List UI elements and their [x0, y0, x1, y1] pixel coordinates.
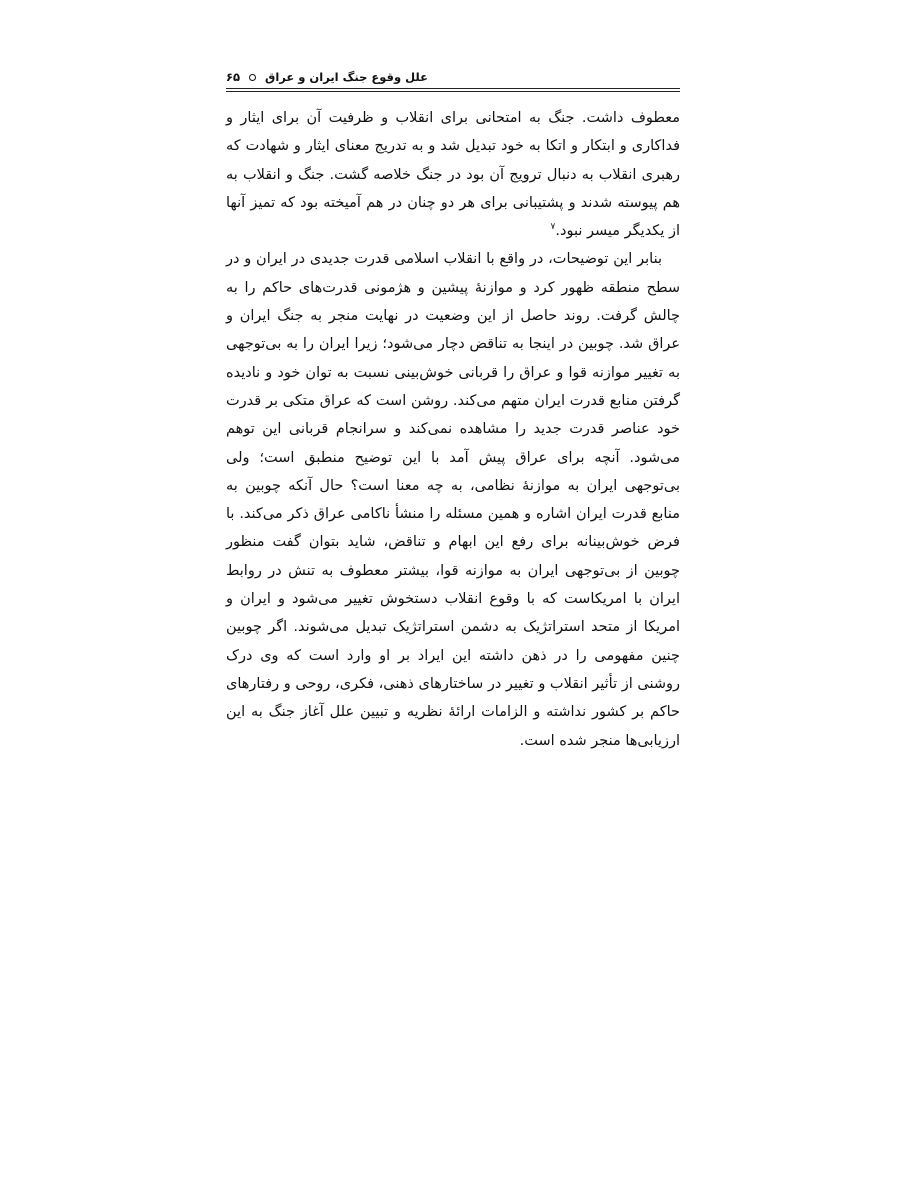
- paragraph: بنابر این توضیحات، در واقع با انقلاب اسلامی قدرت جدیدی در ایران و در سطح منطقه ظهور کرد و موازنهٔ پیشین و هژمونی قدرت‌های حاکم را به چالش گرفت. روند حاصل از این وضعیت در نهایت منجر به جنگ ایران و عراق شد. چوبین در اینجا به تناقض دچار می‌شود؛ زیرا ایران را به بی‌توجهی به تغییر موازنه قوا و عراق را قربانی خوش‌بینی نسبت به توان خود و نادیده گرفتن منابع قدرت ایران متهم می‌کند. روشن است که عراق متکی بر قدرت خود عناصر قدرت جدید را مشاهده نمی‌کند و سرانجام قربانی این توهم می‌شود. آنچه برای عراق پیش آمد با این توضیح منطبق است؛ ولی بی‌توجهی ایران به موازنهٔ نظامی، به چه معنا است؟ حال آنکه چوبین به منابع قدرت ایران اشاره و همین مسئله را منشأ ناکامی عراق ذکر می‌کند. با فرض خوش‌بینانه برای رفع این ابهام و تناقض، شاید بتوان گفت منظور چوبین از بی‌توجهی ایران به موازنه قوا، بیشتر معطوف به تنش در روابط ایران با امریکاست که با وقوع انقلاب دستخوش تغییر می‌شود و ایران و امریکا از متحد استراتژیک به دشمن استراتژیک تبدیل می‌شوند. اگر چوبین چنین مفهومی را در ذهن داشته این ایراد بر او وارد است که وی درک روشنی از تأثیر انقلاب و تغییر در ساختارهای ذهنی، فکری، روحی و رفتارهای حاکم بر کشور نداشته و الزامات ارائهٔ نظریه و تبیین علل آغاز جنگ به این ارزیابی‌ها منجر شده است.: [226, 251, 680, 749]
- page-number: ۶۵: [226, 70, 241, 84]
- body-text: [226, 104, 680, 755]
- paragraph-text: معطوف داشت. جنگ به امتحانی برای انقلاب و ظرفیت آن برای ایثار و فداکاری و ابتکار و اتکا به خود تبدیل شد و به تدریج معنای ایثار و شهادت که رهبری انقلاب به دنبال ترویج آن بود در جنگ خلاصه گشت. جنگ و انقلاب به هم پیوسته شدند و پشتیبانی برای هر دو چنان در هم آمیخته بود که تمیز آنها از یکدیگر میسر نبود.: [226, 110, 680, 240]
- running-header-title: علل وقوع جنگ ایران و عراق: [265, 70, 428, 84]
- header-divider: [226, 88, 680, 92]
- footnote-reference: ۷: [550, 222, 556, 233]
- circle-ornament-icon: [249, 74, 256, 81]
- paragraph: [226, 104, 680, 245]
- running-header: [226, 66, 680, 88]
